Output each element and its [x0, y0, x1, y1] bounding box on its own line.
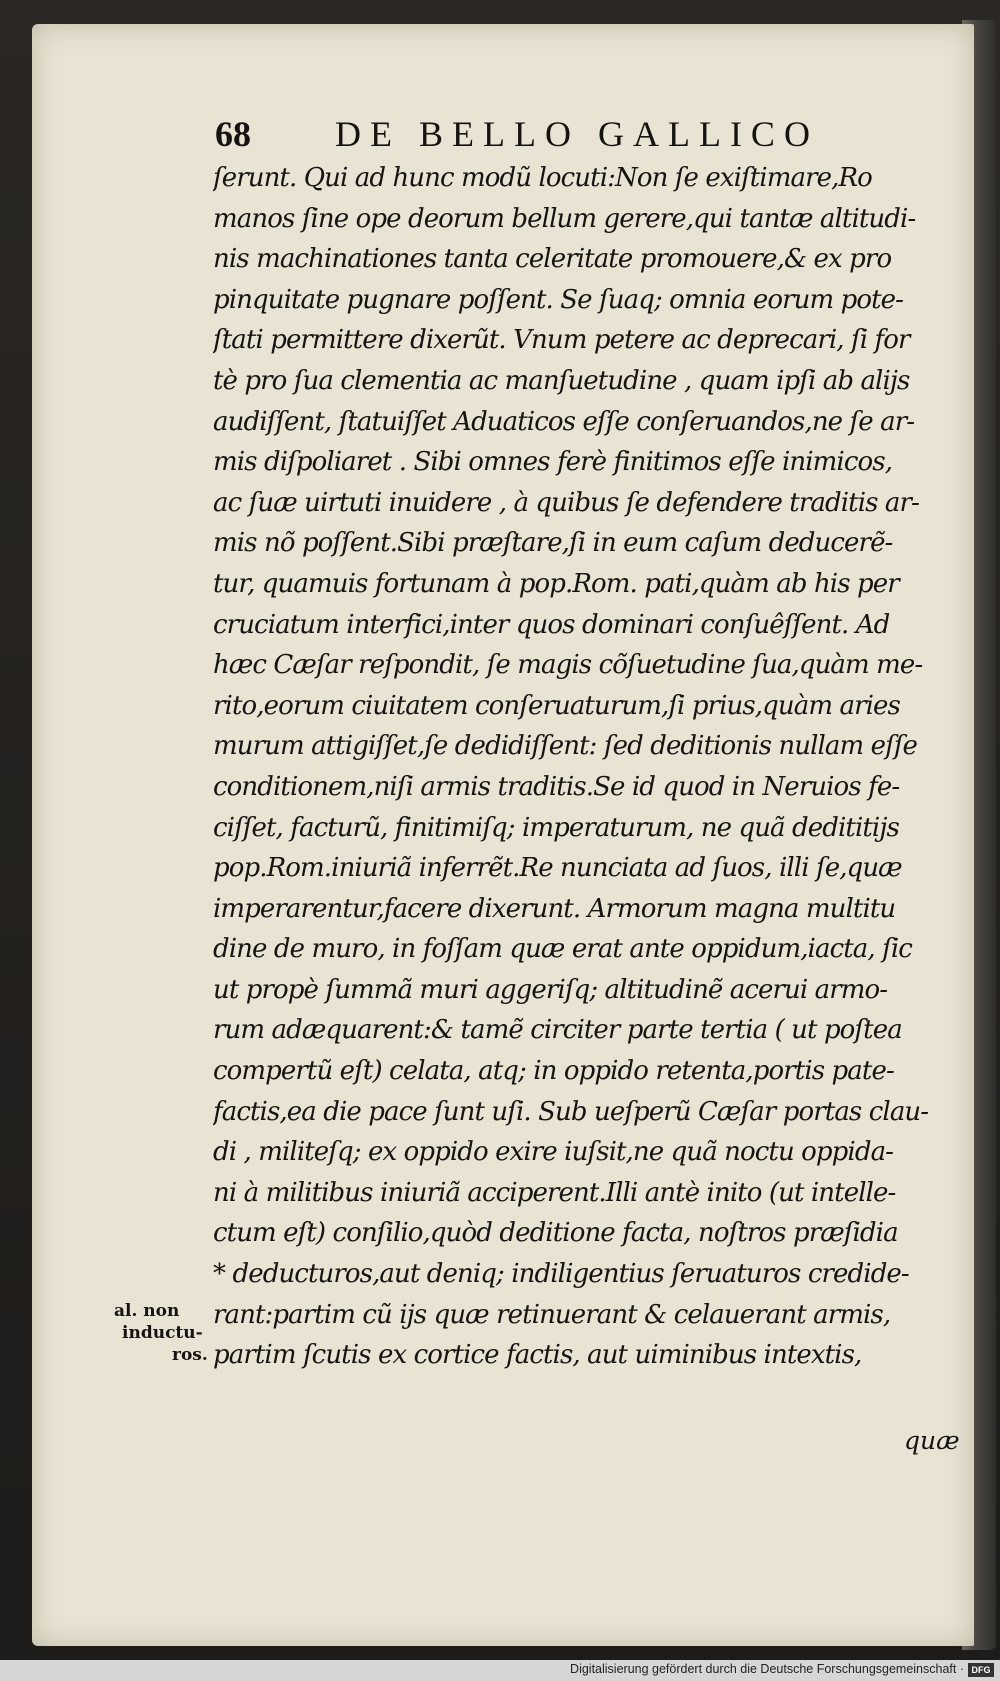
text-line: mis nõ poſſent.Sibi præſtare,ſi in eum caſum deducerẽ- — [213, 528, 893, 559]
book-title: DE BELLO GALLICO — [335, 114, 819, 154]
running-head — [215, 112, 955, 156]
text-line: ut propè ſummã muri aggeriſq; altitudinẽ acerui armo- — [213, 974, 888, 1005]
text-line: cruciatum interfici,inter quos dominari conſuêſſent. Ad — [213, 609, 890, 640]
text-line: ciſſet, facturũ, finitimiſq; imperaturum, ne quã dedititijs — [213, 812, 899, 843]
text-line: partim ſcutis ex cortice factis, aut uiminibus intextis, — [213, 1340, 862, 1371]
text-line: factis,ea die pace ſunt uſi. Sub ueſperũ Cæſar portas clau- — [213, 1096, 929, 1127]
text-line: murum attigiſſet,ſe dedidiſſent: ſed deditionis nullam eſſe — [213, 731, 918, 762]
text-line: ni à militibus iniuriã acciperent.Illi antè inito (ut intelle- — [213, 1177, 896, 1208]
catchword: quæ — [904, 1426, 960, 1455]
text-line: di , militeſq; ex oppido exire iuſsit,ne quã noctu oppida- — [213, 1137, 894, 1168]
text-line: tè pro ſua clementia ac manſuetudine , quam ipſi ab alijs — [213, 365, 910, 396]
text-line: rito,eorum ciuitatem conſeruaturum,ſi prius,quàm aries — [213, 690, 900, 721]
text-line: compertũ eſt) celata, atq; in oppido retenta,portis pate- — [213, 1056, 894, 1087]
text-line: ac ſuæ uirtuti inuidere , à quibus ſe defendere traditis ar- — [213, 487, 919, 518]
text-line: tur, quamuis fortunam à pop.Rom. pati,quàm ab his per — [213, 568, 899, 599]
text-line: manos ſine ope deorum bellum gerere,qui tantæ altitudi- — [213, 203, 916, 234]
margin-note — [114, 1300, 224, 1366]
footer-credit: Digitalisierung gefördert durch die Deutsche Forschungsgemeinschaft · — [570, 1662, 964, 1676]
dfg-logo: DFG — [968, 1663, 994, 1677]
text-line: nis machinationes tanta celeritate promouere,& ex pro — [213, 244, 892, 275]
text-line: rum adæquarent:& tamẽ circiter parte tertia ( ut poſtea — [213, 1015, 902, 1046]
margin-note-line: inductu- — [122, 1323, 203, 1343]
text-line: pop.Rom.iniuriã inferrẽt.Re nunciata ad ſuos, illi ſe,quæ — [213, 853, 902, 884]
digitization-footer — [0, 1660, 1000, 1681]
text-line: * deducturos,aut deniq; indiligentius ſeruaturos credide- — [213, 1259, 909, 1290]
text-line: dine de muro, in foſſam quæ erat ante oppidum,iacta, ſic — [213, 934, 912, 965]
text-line: imperarentur,facere dixerunt. Armorum magna multitu — [213, 893, 896, 924]
text-line: audiſſent, ſtatuiſſet Aduaticos eſſe conſeruandos,ne ſe ar- — [213, 406, 915, 437]
body-text — [213, 158, 963, 1376]
page-number: 68 — [215, 114, 251, 154]
text-line: rant:partim cũ ijs quæ retinuerant & celauerant armis, — [213, 1299, 891, 1330]
margin-note-line: al. non — [114, 1301, 180, 1321]
text-line: ſerunt. Qui ad hunc modũ locuti:Non ſe exiſtimare,Ro — [213, 163, 872, 193]
text-line: conditionem,niſi armis traditis.Se id quod in Neruios fe- — [213, 771, 900, 802]
text-line: ctum eſt) conſilio,quòd deditione facta, noſtros præſidia — [213, 1218, 898, 1249]
text-line: mis diſpoliaret . Sibi omnes ferè finitimos eſſe inimicos, — [213, 447, 893, 478]
margin-note-line: ros. — [172, 1345, 208, 1365]
text-line: ſtati permittere dixerũt. Vnum petere ac deprecari, ſi for — [213, 325, 910, 356]
text-line: pinquitate pugnare poſſent. Se ſuaq; omnia eorum pote- — [213, 284, 904, 315]
text-line: hæc Cæſar reſpondit, ſe magis cõſuetudine ſua,quàm me- — [213, 650, 923, 681]
